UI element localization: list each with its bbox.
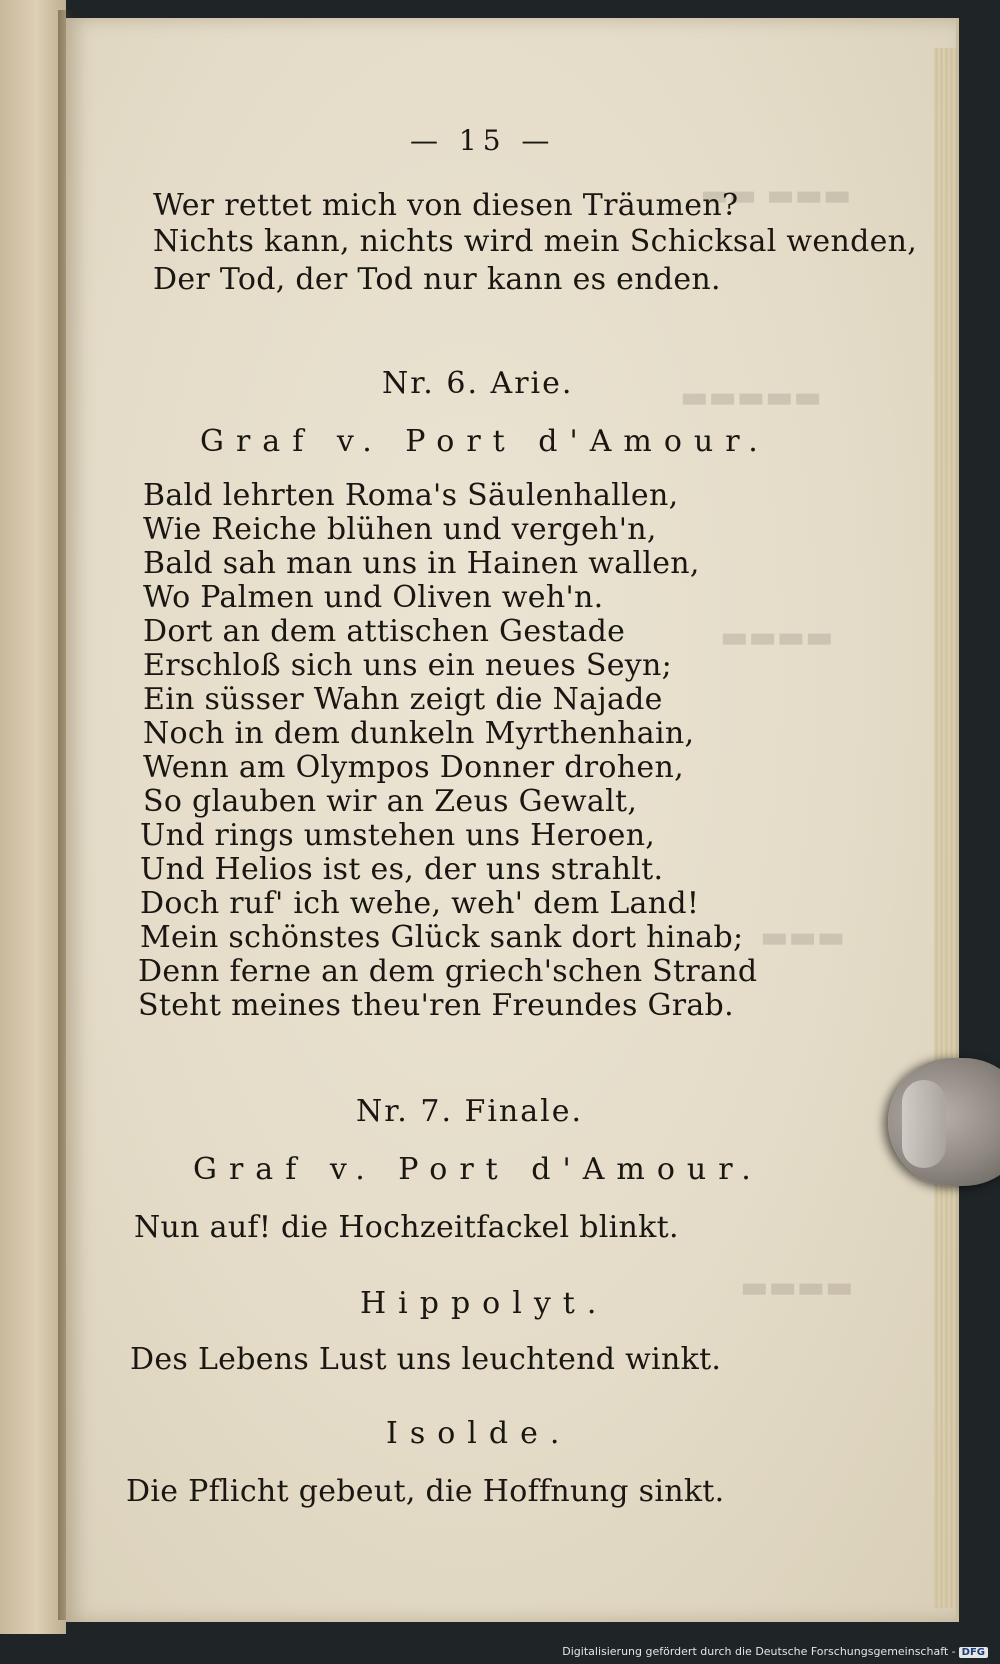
thumbnail-highlight [902,1080,946,1168]
digitization-credit [562,1645,988,1658]
bleed-through-shadow: ▬▬▬ [760,920,846,955]
page-stack-edges [934,48,956,1608]
verse-line: Wie Reiche blühen und vergeh'n, [143,512,657,547]
speaker-name: Isolde. [386,1416,572,1451]
verse-line: Dort an dem attischen Gestade [143,614,626,649]
verse-line: Nun auf! die Hochzeitfackel blinkt. [134,1210,679,1245]
verse-line: Und rings umstehen uns Heroen, [140,818,656,853]
verse-line: Denn ferne an dem griech'schen Strand [138,954,758,989]
speaker-name: Graf v. Port d'Amour. [193,1152,763,1187]
verse-line: Ein süsser Wahn zeigt die Najade [143,682,663,717]
verse-line: So glauben wir an Zeus Gewalt, [143,784,638,819]
verse-line: Die Pflicht gebeut, die Hoffnung sinkt. [126,1474,725,1509]
verse-line: Noch in dem dunkeln Myrthenhain, [143,716,695,751]
verse-line: Mein schönstes Glück sank dort hinab; [140,920,744,955]
page-number: — 15 — [410,124,556,157]
verse-line: Und Helios ist es, der uns strahlt. [140,852,664,887]
verse-line: Wo Palmen und Oliven weh'n. [143,580,604,615]
verse-line: Wenn am Olympos Donner drohen, [143,750,684,785]
speaker-name: Hippolyt. [360,1286,609,1321]
previous-page-edge [0,0,66,1634]
digitization-credit-text: Digitalisierung gefördert durch die Deutsche Forschungsgemeinschaft - [562,1645,956,1658]
verse-line: Nichts kann, nichts wird mein Schicksal wenden, [153,224,918,259]
verse-line: Erschloß sich uns ein neues Seyn; [143,648,673,683]
bleed-through-shadow: ▬▬▬▬ [740,1270,854,1305]
verse-line: Doch ruf' ich wehe, weh' dem Land! [140,886,700,921]
dfg-logo: DFG [959,1647,988,1658]
verse-line: Bald sah man uns in Hainen wallen, [143,546,700,581]
bleed-through-shadow: ▬▬▬▬ [720,620,834,655]
verse-line: Bald lehrten Roma's Säulenhallen, [143,478,679,513]
section-heading: Nr. 6. Arie. [382,366,574,401]
verse-line: Steht meines theu'ren Freundes Grab. [138,988,734,1023]
section-heading: Nr. 7. Finale. [356,1094,584,1129]
verse-line: Des Lebens Lust uns leuchtend winkt. [130,1342,722,1377]
bleed-through-shadow: ▬▬▬▬▬ [680,380,822,415]
verse-line: Der Tod, der Tod nur kann es enden. [153,262,721,297]
speaker-name: Graf v. Port d'Amour. [200,424,770,459]
verse-line: Wer rettet mich von diesen Träumen? [153,188,739,223]
bleed-through-shadow: ▬▬▬ ▬▬ [700,178,852,213]
